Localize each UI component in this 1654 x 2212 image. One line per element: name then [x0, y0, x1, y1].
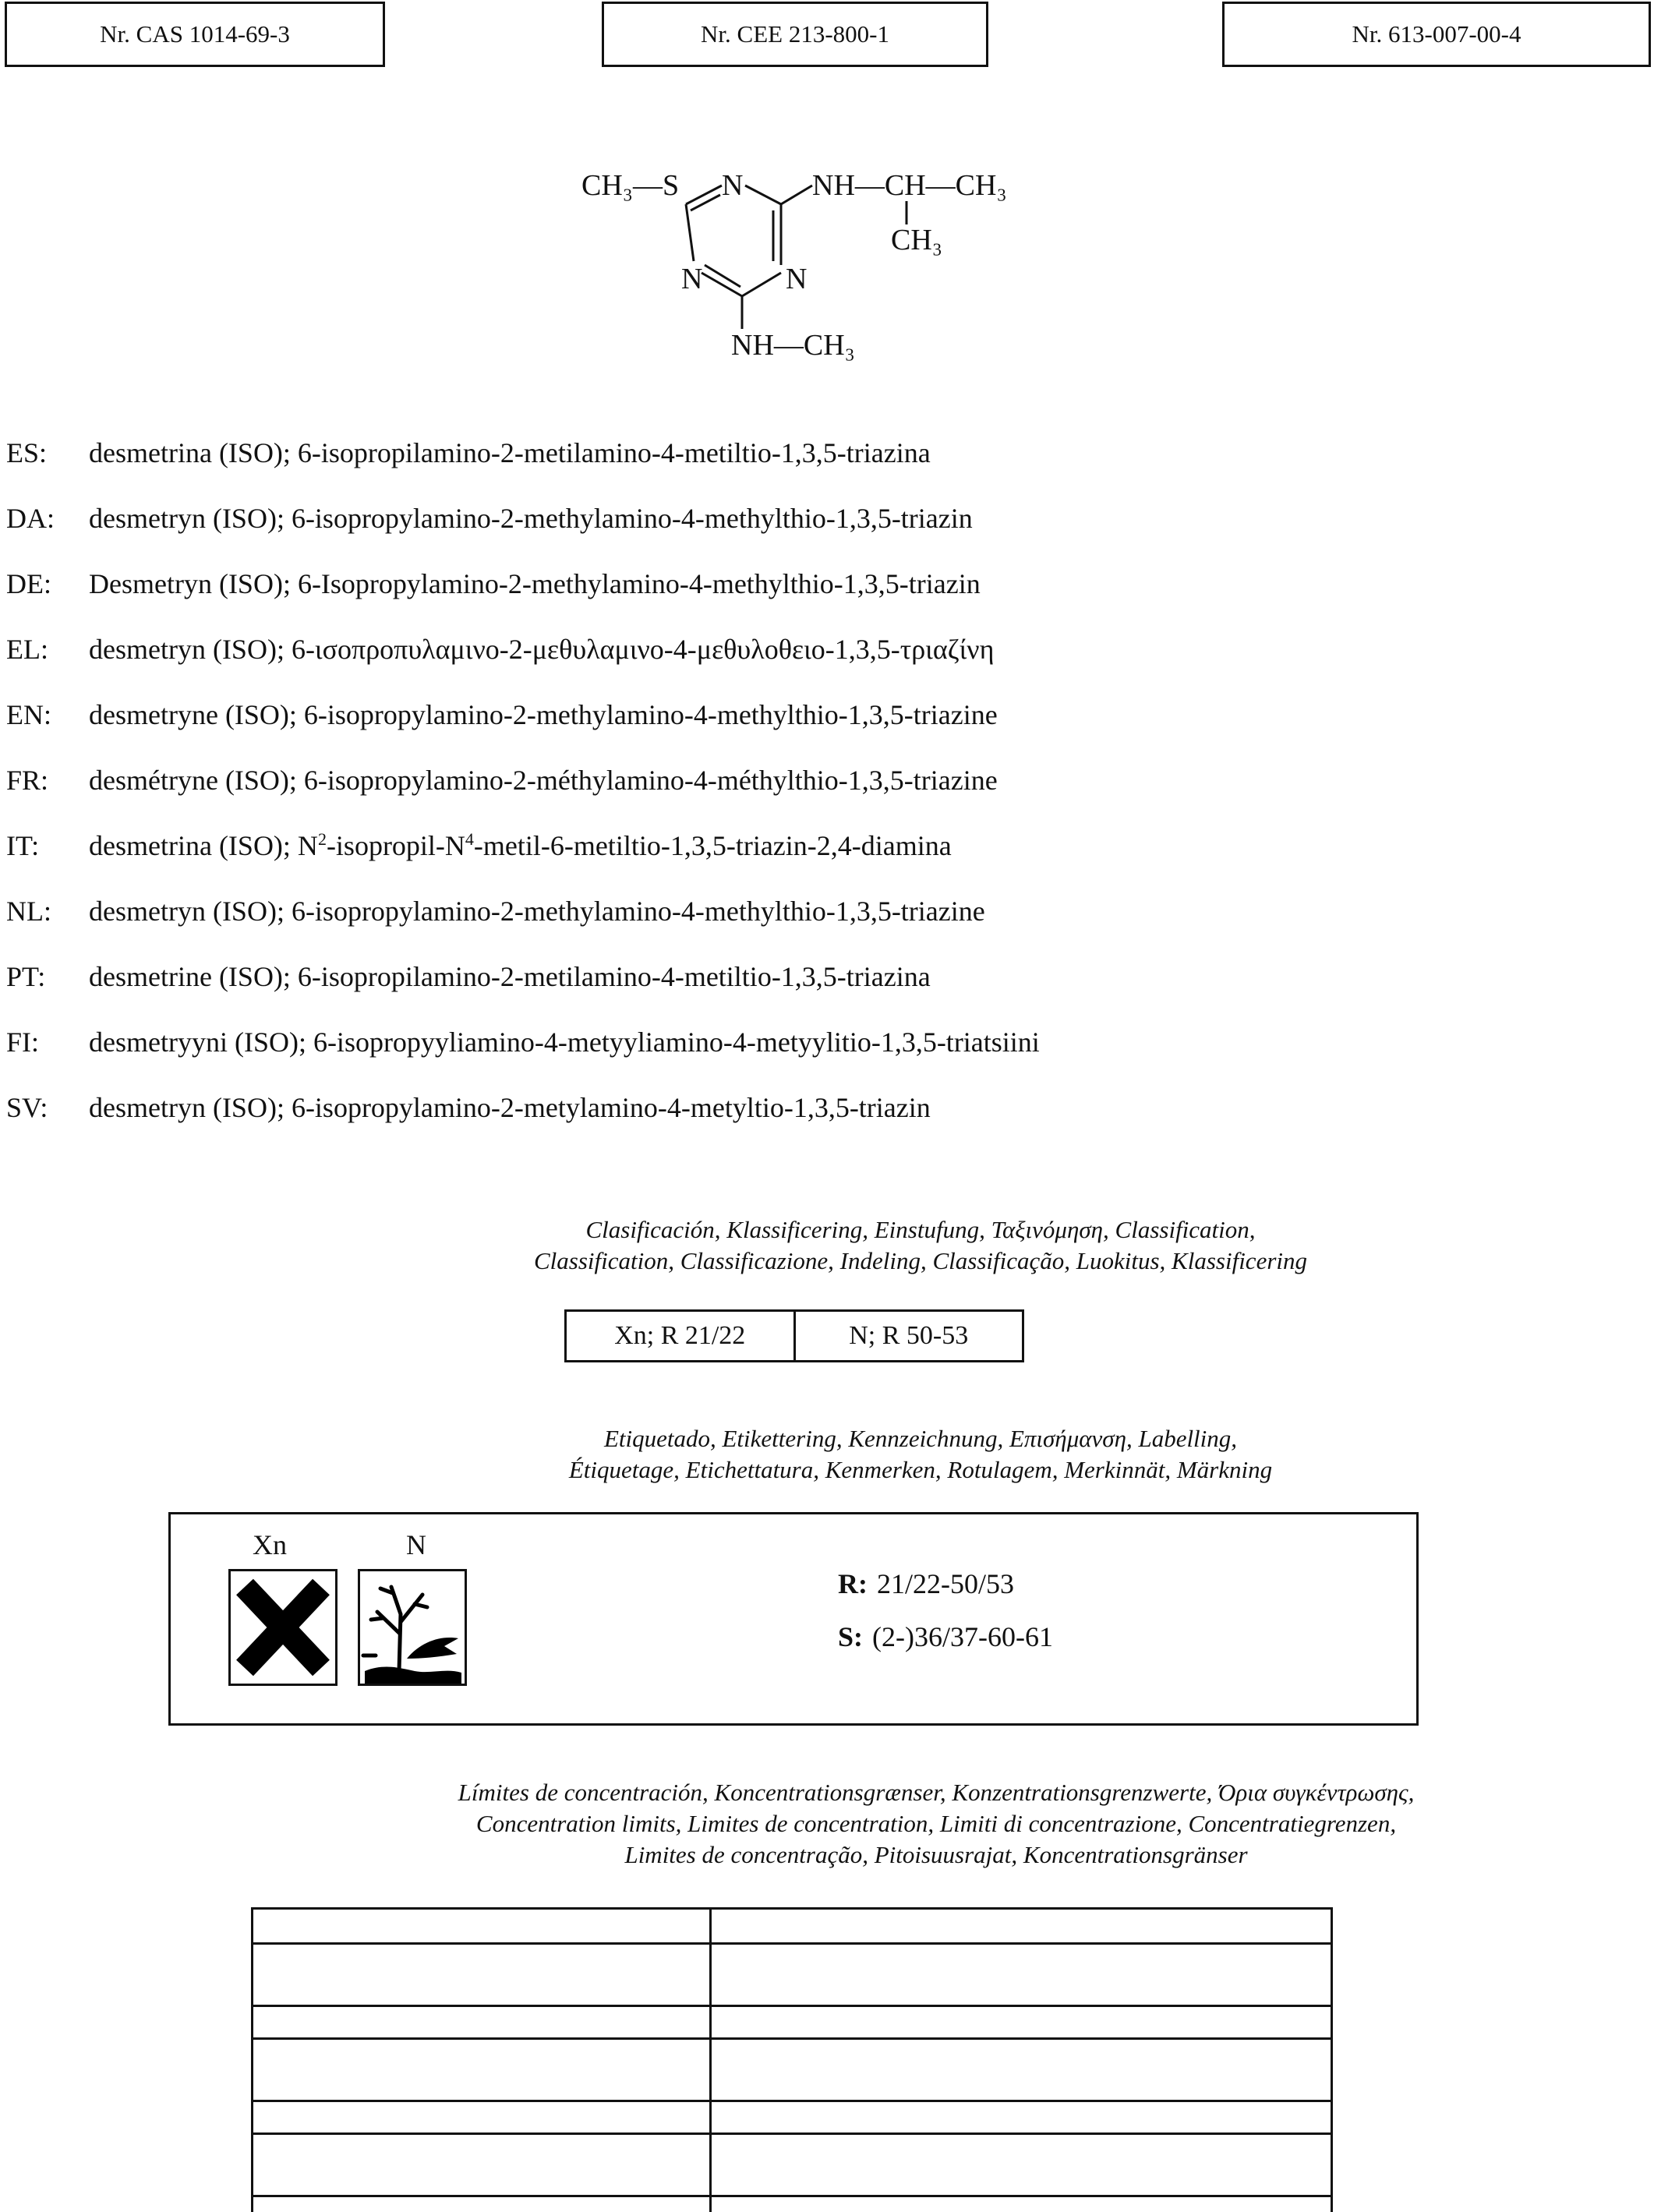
environment-dead-tree-fish-icon: [358, 1569, 467, 1686]
substance-name: desmetryn (ISO); 6-isopropylamino-2-methylamino-4-methylthio-1,3,5-triazin: [89, 503, 973, 534]
classification-caption: [94, 1214, 1654, 1277]
chemical-structure-diagram: [569, 156, 1052, 382]
index-number-box: [1222, 2, 1651, 67]
s-value: (2-)36/37-60-61: [872, 1621, 1053, 1652]
language-code: DE:: [6, 568, 51, 599]
structure-nh-ch-ch3: NH—CH—CH₃: [812, 169, 1007, 202]
name-part: -metil-6-metiltio-1,3,5-triazin-2,4-diamina: [473, 830, 952, 861]
language-code: NL:: [6, 896, 51, 927]
s-label: S:: [838, 1621, 864, 1652]
symbol-letter-n: N: [406, 1529, 426, 1560]
concentration-limits-table: [251, 1907, 1333, 2212]
safety-phrases: [838, 1620, 1053, 1653]
language-code: FI:: [6, 1026, 40, 1058]
cas-number: Nr. CAS 1014-69-3: [100, 20, 290, 48]
r-value: 21/22-50/53: [877, 1568, 1014, 1599]
classification-cell-xn: Xn; R 21/22: [614, 1321, 746, 1350]
name-part: desmetrina (ISO); N: [89, 830, 318, 861]
substance-name: desmetrina (ISO); 6-isopropilamino-2-metilamino-4-metiltio-1,3,5-triazina: [89, 437, 931, 468]
substance-name: desmetryne (ISO); 6-isopropylamino-2-methylamino-4-methylthio-1,3,5-triazine: [89, 699, 998, 730]
language-code: IT:: [6, 830, 40, 861]
table-row-divider: [253, 2005, 1331, 2007]
structure-ch3-branch: CH₃: [891, 224, 943, 256]
structure-n-left: N: [681, 263, 703, 295]
superscript: 2: [317, 829, 327, 849]
harmful-cross-icon: [228, 1569, 338, 1686]
structure-nh-ch3: NH—CH₃: [731, 329, 855, 362]
substance-name: Desmetryn (ISO); 6-Isopropylamino-2-methylamino-4-methylthio-1,3,5-triazin: [89, 568, 981, 599]
caption-line: Etiquetado, Etikettering, Kennzeichnung, Επισήμανση, Labelling,: [603, 1425, 1238, 1452]
classification-table: [564, 1309, 1024, 1362]
structure-n-top: N: [722, 169, 744, 202]
caption-line: Concentration limits, Limites de concentration, Limiti di concentrazione, Concentratiegrenzen,: [475, 1810, 1397, 1837]
table-row-divider: [253, 2037, 1331, 2040]
index-number: Nr. 613-007-00-4: [1352, 20, 1521, 48]
classification-cell-n: N; R 50-53: [793, 1312, 1023, 1360]
table-row-divider: [253, 1942, 1331, 1945]
substance-name: desmetryn (ISO); 6-ισοπροπυλαμινο-2-μεθυλαμινο-4-μεθυλοθειο-1,3,5-τριαζίνη: [89, 634, 995, 665]
language-code: FR:: [6, 765, 49, 796]
caption-line: Clasificación, Klassificering, Einstufung, Ταξινόμηση, Classification,: [585, 1216, 1256, 1243]
labelling-box: [168, 1512, 1419, 1726]
language-code: DA:: [6, 503, 55, 534]
language-code: EL:: [6, 634, 48, 665]
caption-line: Classification, Classificazione, Indeling, Classificação, Luokitus, Klassificering: [533, 1247, 1307, 1274]
risk-phrases: [838, 1567, 1014, 1600]
language-code: PT:: [6, 961, 46, 992]
language-code: EN:: [6, 699, 51, 730]
cas-number-box: [5, 2, 385, 67]
substance-name: [89, 829, 952, 862]
caption-line: Étiquetage, Etichettatura, Kenmerken, Rotulagem, Merkinnät, Märkning: [568, 1456, 1273, 1483]
table-column-divider: [709, 1910, 712, 2212]
language-code: SV:: [6, 1092, 48, 1123]
symbol-letter-xn: Xn: [253, 1529, 287, 1560]
structure-ch3-s: CH₃—S: [581, 169, 680, 202]
structure-bonds: [686, 186, 907, 329]
substance-name: desmetryn (ISO); 6-isopropylamino-2-metylamino-4-metyltio-1,3,5-triazin: [89, 1092, 931, 1123]
substance-name: desmetrine (ISO); 6-isopropilamino-2-metilamino-4-metiltio-1,3,5-triazina: [89, 961, 931, 992]
substance-name: desmetryn (ISO); 6-isopropylamino-2-methylamino-4-methylthio-1,3,5-triazine: [89, 896, 985, 927]
table-row-divider: [253, 2132, 1331, 2135]
table-row-divider: [253, 2195, 1331, 2197]
cee-number: Nr. CEE 213-800-1: [701, 20, 889, 48]
caption-line: Límites de concentración, Koncentrationsgrænser, Konzentrationsgrenzwerte, Όρια συγκέντρωσης,: [458, 1779, 1415, 1806]
structure-n-right: N: [786, 263, 808, 295]
language-code: ES:: [6, 437, 48, 468]
substance-name: desmetryyni (ISO); 6-isopropyyliamino-4-metyyliamino-4-metyylitio-1,3,5-triatsiini: [89, 1026, 1040, 1058]
substance-name: desmétryne (ISO); 6-isopropylamino-2-méthylamino-4-méthylthio-1,3,5-triazine: [89, 765, 998, 796]
r-label: R:: [838, 1568, 868, 1599]
superscript: 4: [465, 829, 474, 849]
cee-number-box: [602, 2, 988, 67]
concentration-limits-caption: [109, 1777, 1654, 1871]
table-row-divider: [253, 2100, 1331, 2102]
name-part: -isopropil-N: [326, 830, 465, 861]
labelling-caption: [94, 1423, 1654, 1486]
caption-line: Limites de concentração, Pitoisuusrajat, Koncentrationsgränser: [624, 1841, 1248, 1868]
